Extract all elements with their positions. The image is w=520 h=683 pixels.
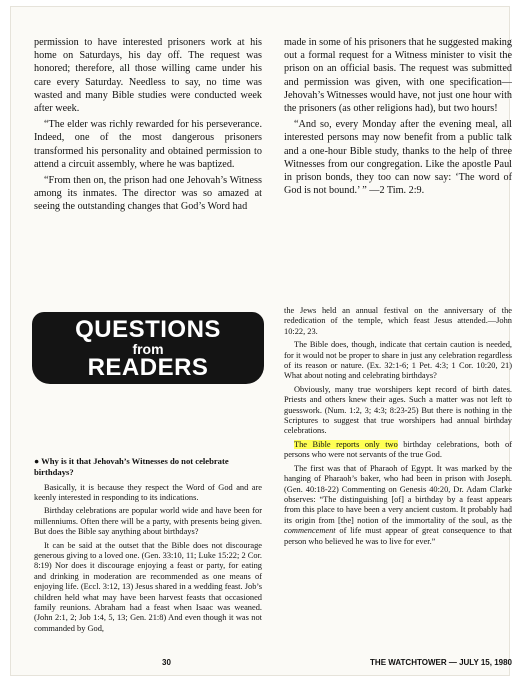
header-questions: QUESTIONS [75,316,221,343]
header-from: from [132,341,164,357]
page-number: 30 [162,658,171,667]
article-column-left [34,36,262,217]
article-paragraph: permission to have interested prisoners work at his home on Saturdays, his day off. The request was honored; therefore, all those willing came under his care every Saturday. Needless to say, no time was wasted and many Bible studies were conducted week after week. [34,37,262,115]
answer-paragraph [284,464,512,547]
header-readers: READERS [87,354,209,381]
questions-from-readers-header [32,312,264,384]
publication-line: THE WATCHTOWER — JULY 15, 1980 [370,658,512,667]
magazine-page [10,6,510,676]
reader-question: ● Why is it that Jehovah’s Witnesses do not celebrate birthdays? [34,456,229,477]
answer-paragraph: Birthday celebrations are popular world wide and have been for millenniums. Often there will be a party, with presents being given. But does the Bible say anything about birthdays? [34,506,262,537]
qfr-column-left [34,456,262,637]
answer-paragraph [284,440,512,461]
article-paragraph: “And so, every Monday after the evening meal, all interested persons may now benefit from a public talk and a one-hour Bible study, thanks to the help of three Witnesses from our congregation. Like the apostle Paul in prison bonds, they too can now say: ‘The word of God is not bound.’ ” —2 Tim. 2:9. [284,119,512,197]
qfr-column-right [284,306,512,550]
italic-text: commencement [284,526,336,536]
article-column-right [284,36,512,200]
article-paragraph: “The elder was richly rewarded for his perseverance. Indeed, one of the most dangerous prisoners transformed his personality and obtained permission to attend a circuit assembly, where he was baptized. [34,119,262,170]
paragraph-text: birthday celebrations, both of persons who were not servants of the true God. [284,439,512,460]
answer-paragraph: Basically, it is because they respect the Word of God and are keenly interested in responding to its indications. [34,482,262,502]
article-paragraph: made in some of his prisoners that he suggested making out a formal request for a Witness minister to visit the prison on an official basis. The request was submitted and permission was given, with one specification—Jehovah’s Witnesses would have, not just one hour with the prisoners (as other religions had), but two hours! [284,37,512,115]
answer-paragraph: It can be said at the outset that the Bible does not discourage generous giving to a loved one. (Gen. 33:10, 11; Luke 15:22; 2 Cor. 8:19) Nor does it discourage enjoying a feast or party, for eating and drinking in moderation are recommended as one means of enjoying life. (Eccl. 3:12, 13) Jesus shared in a wedding feast. Job’s children held what may have been harvest feasts that occasioned family reunions. Abraham had a feast when Isaac was weaned. (John 2:1, 2; Job 1:4, 5, 13; Gen. 21:8) And even though it was not commanded by God, [34,540,262,633]
article-paragraph: “From then on, the prison had one Jehovah’s Witness among its inmates. The director was so amazed at seeing the outstanding changes that God’s Word had [34,175,262,213]
paragraph-text: The first was that of Pharaoh of Egypt. It was marked by the hanging of Pharaoh’s baker, who had been in prison with Joseph. (Gen. 40:18-22) Commenting on Genesis 40:20, Dr. Adam Clarke observes: “The distinguishing [of] a birthday by a feast appears from this place to have been a very ancient custom. It probably had its origin from [the] notion of the immortality of the soul, as the [284,463,512,525]
answer-paragraph: The Bible does, though, indicate that certain caution is needed, for it would not be proper to share in just any celebration regardless of its reason or nature. (Ex. 32:1-6; 1 Pet. 4:3; 1 Cor. 10:20, 21) What about noting and celebrating birthdays? [284,340,512,381]
answer-paragraph: Obviously, many true worshipers kept record of birth dates. Priests and others knew their ages. Such a matter was not left to guesswork. (Num. 1:2, 3; 4:3; 8:23-25) But there is nothing in the Scriptures to suggest that true worshipers had annual birthday celebrations. [284,384,512,436]
paragraph-text: of life must appear of great consequence to that person who believed he was to live for ever.” [284,526,512,546]
answer-paragraph: the Jews held an annual festival on the anniversary of the rededication of the temple, which feast Jesus attended.—John 10:22, 23. [284,306,512,336]
highlighted-text: The Bible reports only two [294,439,398,449]
